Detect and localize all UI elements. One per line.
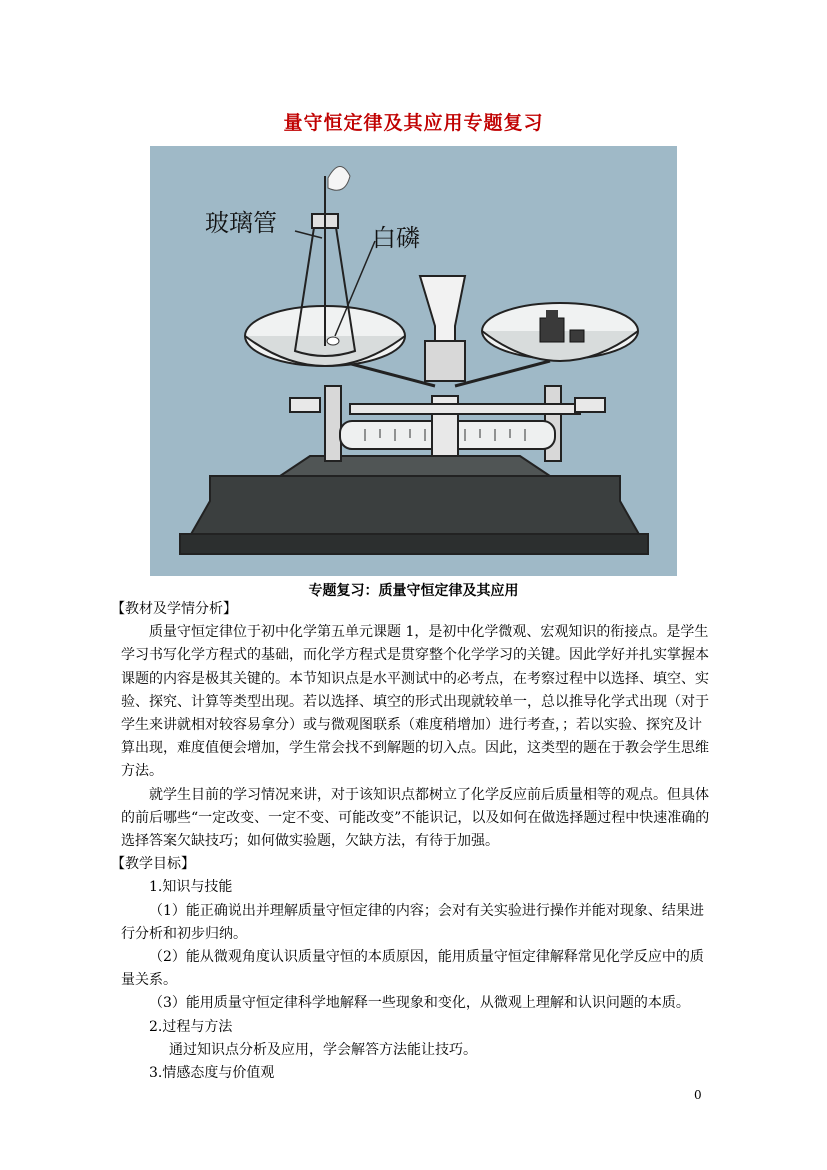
phosphorus [327, 337, 339, 345]
balance-foot [180, 534, 648, 554]
goal-3-heading: 3.情感态度与价值观 [149, 1065, 275, 1082]
balance-illustration [150, 146, 677, 576]
balance-body [280, 456, 550, 476]
goals-heading: 【教学目标】 [111, 856, 195, 873]
pointer-base [425, 341, 465, 381]
right-knob [575, 398, 605, 412]
left-pillar [325, 386, 341, 461]
label-phosphorus: 白磷 [372, 224, 420, 252]
analysis-heading: 【教材及学情分析】 [111, 601, 237, 617]
page-title: 量守恒定律及其应用专题复习 [283, 112, 544, 134]
balance-drawing [150, 146, 677, 576]
goal-1-item-3: （3）能用质量守恒定律科学地解释一些现象和变化，从微观上理解和认识问题的本质。 [149, 995, 690, 1012]
goal-1-item-2: （2）能从微观角度认识质量守恒的本质原因，能用质量守恒定律解释常见化学反应中的质量关系。 [121, 949, 704, 989]
goal-2-item: 通过知识点分析及应用，学会解答方法能让技巧。 [169, 1041, 477, 1058]
goal-1-item-1: （1）能正确说出并理解质量守恒定律的内容；会对有关实验进行操作并能对现象、结果进行分析和初步归纳。 [121, 902, 704, 942]
goal-1-heading: 1.知识与技能 [149, 879, 233, 896]
balance-base [190, 476, 640, 536]
label-tube: 玻璃管 [205, 209, 277, 237]
balloon [328, 166, 350, 190]
analysis-paragraph-2: 就学生目前的学习情况来讲，对于该知识点都树立了化学反应前后质量相等的观点。但具体的前后哪些“一定改变、一定不变、可能改变”不能识记，以及如何在做选择题过程中快速准确的选择答案欠缺技巧；如何做实验题，欠缺方法，有待于加强。 [121, 786, 710, 850]
left-knob [290, 398, 320, 412]
small-weight [570, 330, 584, 342]
page-number: 0 [694, 1088, 702, 1102]
analysis-paragraph-1: 质量守恒定律位于初中化学第五单元课题 1，是初中化学微观、宏观知识的衔接点。是学生学习书写化学方程式的基础，而化学方程式是贯穿整个化学学习的关键。因此学好并扎实掌握本课题的内容是极其关键的。本节知识点是水平测试中的必考点，在考察过程中以选择、填空、实验、探究、计算等类型出现。若以选择、填空的形式出现就较单一，总以推导化学式出现（对于学生来讲就相对较容易拿分）或与微观图联系（难度稍增加）进行考查，；若以实验、探究及计算出现，难度值便会增加，学生常会找不到解题的切入点。因此，这类型的题在于教会学生思维方法。 [121, 624, 709, 780]
goal-2-heading: 2.过程与方法 [149, 1018, 233, 1035]
figure-caption: 专题复习：质量守恒定律及其应用 [308, 583, 519, 599]
document-body [111, 598, 711, 1085]
top-beam [350, 404, 580, 414]
large-weight [540, 318, 564, 342]
